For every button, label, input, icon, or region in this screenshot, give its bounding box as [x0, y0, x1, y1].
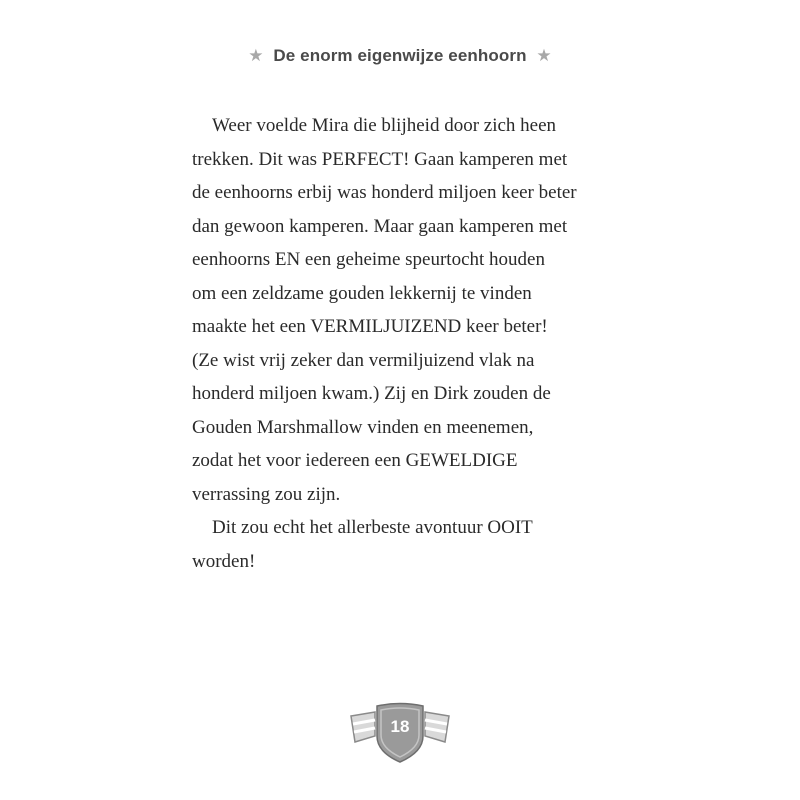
star-icon: ★ [248, 46, 264, 65]
text-line: Gouden Marshmallow vinden en meenemen, [192, 416, 534, 438]
text-line: om een zeldzame gouden lekkernij te vinden [192, 282, 532, 304]
page-number-badge [349, 702, 451, 764]
book-title: De enorm eigenwijze eenhoorn [273, 46, 527, 65]
text-line: Dit zou echt het allerbeste avontuur OOIT [212, 517, 533, 538]
text-line: zodat het voor iedereen een GEWELDIGE [192, 450, 518, 471]
text-line: de eenhoorns erbij was honderd miljoen keer beter [192, 182, 577, 203]
page-body [192, 109, 592, 578]
star-icon: ★ [536, 46, 552, 65]
paragraph-2 [192, 511, 592, 578]
text-line: honderd miljoen kwam.) Zij en Dirk zouden de [192, 383, 551, 404]
text-line: maakte het een VERMILJUIZEND keer beter! [192, 316, 548, 337]
running-header [0, 42, 800, 70]
text-line: dan gewoon kamperen. Maar gaan kamperen met [192, 215, 568, 237]
text-line: verrassing zou zijn. [192, 483, 341, 505]
text-line: trekken. Dit was PERFECT! Gaan kamperen met [192, 148, 568, 170]
paragraph-1 [192, 109, 592, 511]
text-line: worden! [192, 550, 256, 572]
page-number: 18 [390, 717, 410, 736]
text-line: Weer voelde Mira die blijheid door zich heen [212, 115, 557, 136]
text-line: (Ze wist vrij zeker dan vermiljuizend vlak na [192, 349, 535, 371]
text-line: eenhoorns EN een geheime speurtocht houden [192, 249, 545, 270]
